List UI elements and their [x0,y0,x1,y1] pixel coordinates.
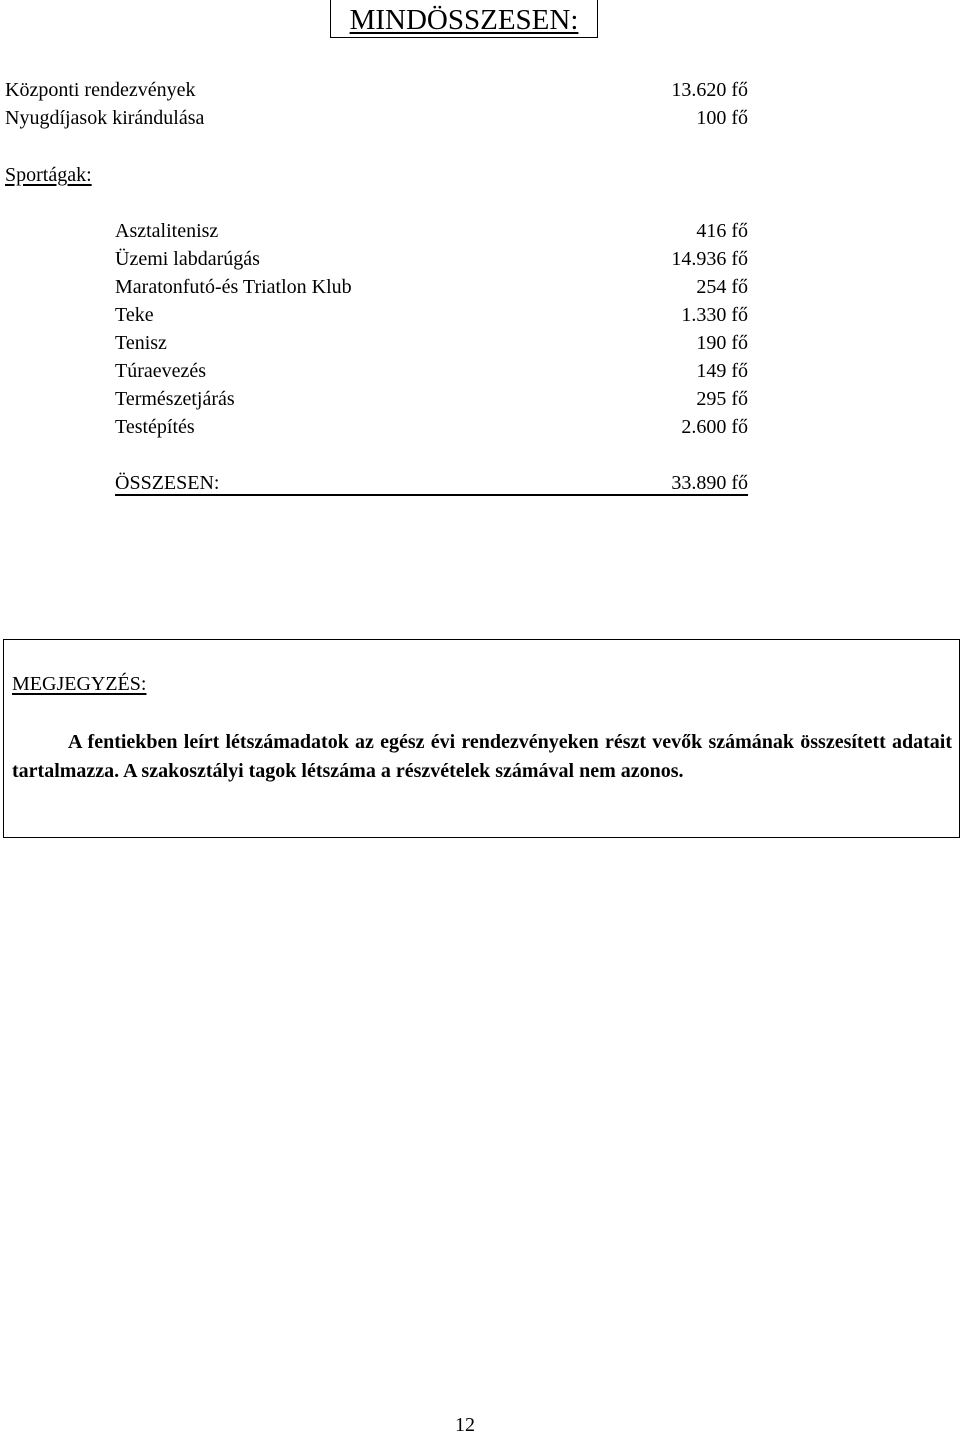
total-underline [115,494,748,496]
sport-label: Asztalitenisz [115,220,219,242]
note-box [3,639,960,838]
note-text: A fentiekben leírt létszámadatok az egész évi rendezvényeken részt vevők számának összesített adatait tartalmazza. A szakosztályi tagok létszáma a részvételek számával nem azonos. [12,731,952,782]
summary-label-pensioner-trips: Nyugdíjasok kirándulása [5,107,205,129]
sport-value: 2.600 fő [681,416,748,438]
sport-value: 416 fő [696,220,748,242]
sport-value: 190 fő [696,332,748,354]
sport-label: Tenisz [115,332,167,354]
note-heading: MEGJEGYZÉS: [12,673,147,695]
page-number: 12 [455,1414,475,1436]
sports-heading: Sportágak: [5,164,92,186]
summary-value-central-events: 13.620 fő [671,79,748,101]
sport-value: 149 fő [696,360,748,382]
sport-label: Természetjárás [115,388,235,410]
sport-value: 1.330 fő [681,304,748,326]
total-value: 33.890 fő [671,472,748,494]
summary-value-pensioner-trips: 100 fő [696,107,748,129]
sport-label: Túraevezés [115,360,207,382]
sport-label: Üzemi labdarúgás [115,248,260,270]
sport-label: Maratonfutó-és Triatlon Klub [115,276,352,298]
sport-label: Testépítés [115,416,195,438]
sport-value: 14.936 fő [671,248,748,270]
page-title: MINDÖSSZESEN: [330,0,598,38]
sport-value: 295 fő [696,388,748,410]
sport-label: Teke [115,304,154,326]
summary-label-central-events: Központi rendezvények [5,79,196,101]
sport-value: 254 fő [696,276,748,298]
total-label: ÖSSZESEN: [115,472,220,494]
